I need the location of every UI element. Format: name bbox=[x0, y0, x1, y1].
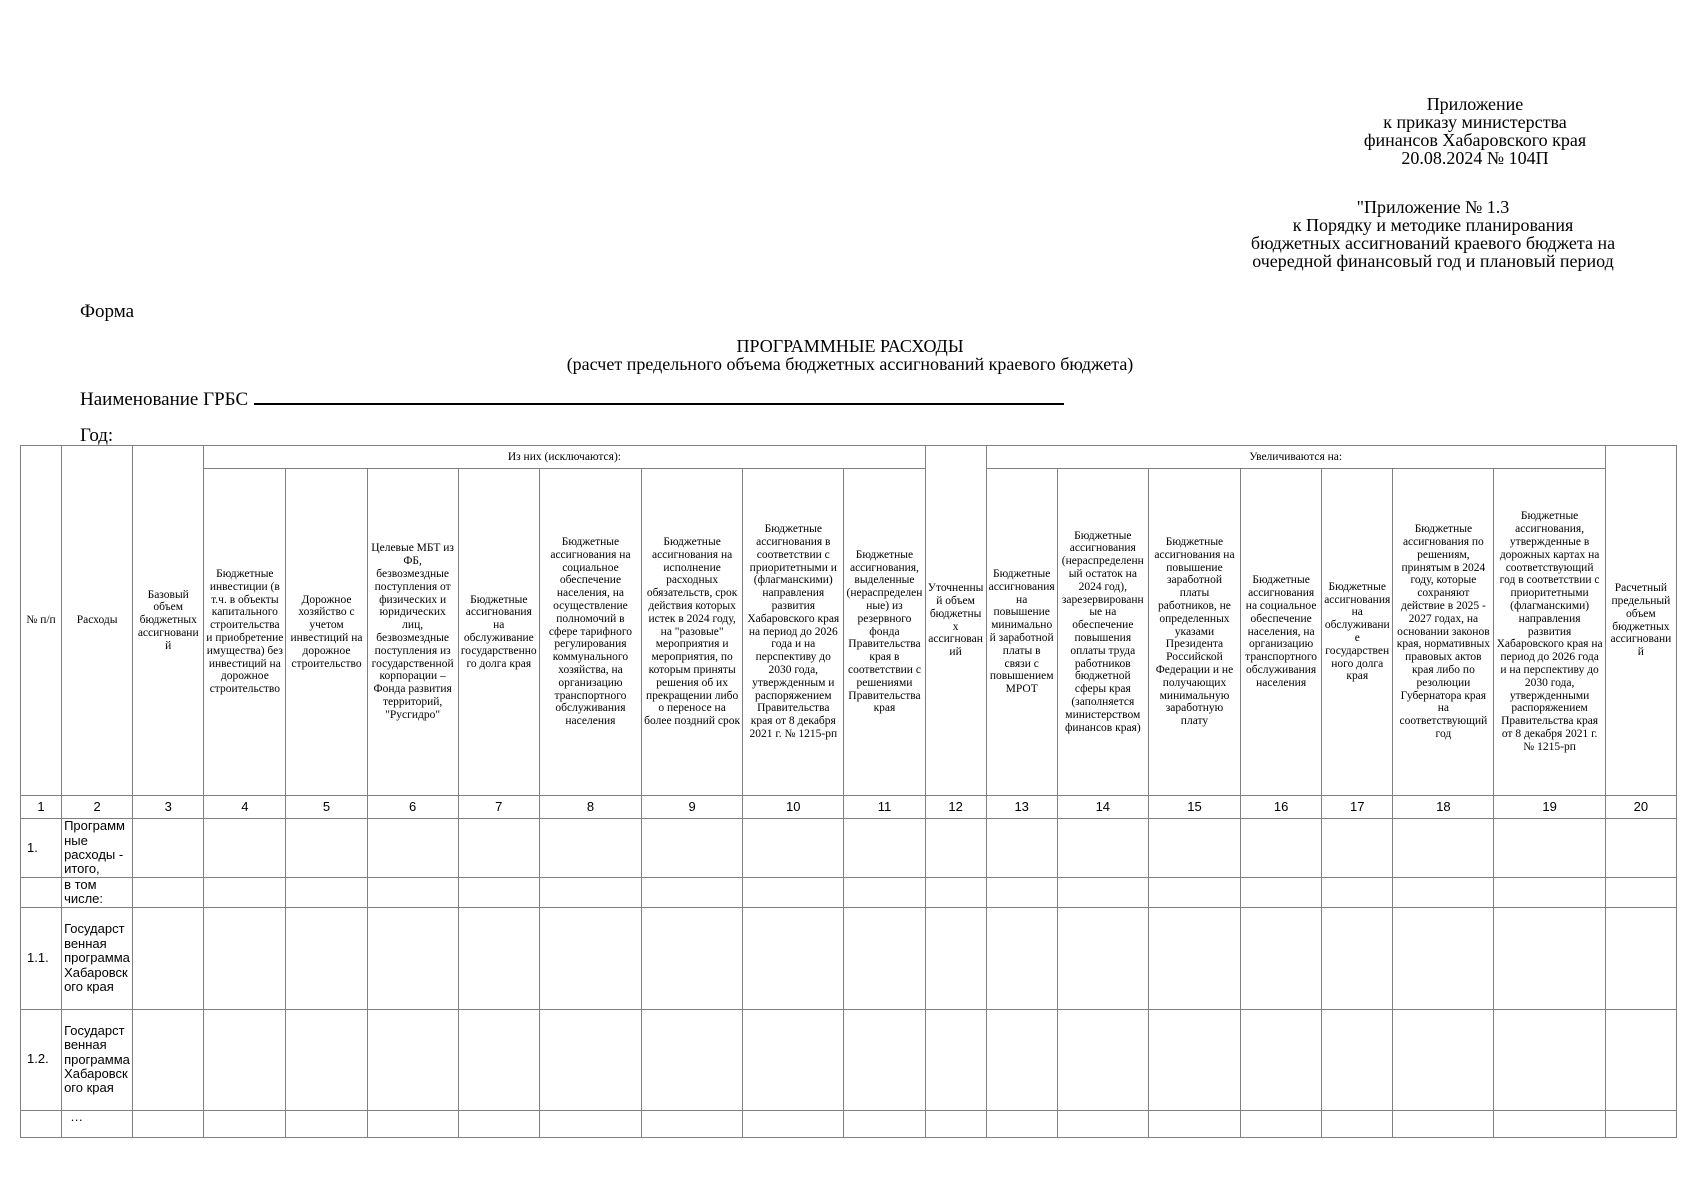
row-number: 1. bbox=[21, 819, 62, 878]
row-number bbox=[21, 878, 62, 908]
table-cell[interactable] bbox=[844, 878, 925, 908]
table-cell[interactable] bbox=[1241, 1009, 1322, 1110]
table-cell[interactable] bbox=[642, 1110, 743, 1137]
column-number: 2 bbox=[62, 796, 133, 819]
table-cell[interactable] bbox=[286, 1110, 367, 1137]
appendix-order-header bbox=[1196, 198, 1670, 270]
table-cell[interactable] bbox=[925, 1110, 986, 1137]
col-header-16: Бюджетные ассигнования на социальное обеспечение населения, на организацию транспортного обслуживания населения bbox=[1241, 469, 1322, 796]
table-cell[interactable] bbox=[1148, 819, 1240, 878]
table-cell[interactable] bbox=[539, 878, 641, 908]
col-header-8: Бюджетные ассигнования на социальное обеспечение населения, на осуществление полномочий в сфере тарифного регулирования коммунального хозяйства, на организацию транспортного обслуживания населения bbox=[539, 469, 641, 796]
table-row bbox=[21, 907, 1677, 1009]
row-label: Государственная программа Хабаровского края bbox=[62, 1009, 133, 1110]
col-header-13: Бюджетные ассигнования на повышение минимальной заработной платы в связи с повышением МРОТ bbox=[986, 469, 1057, 796]
table-cell[interactable] bbox=[1494, 1009, 1605, 1110]
table-cell[interactable] bbox=[844, 819, 925, 878]
table-cell[interactable] bbox=[1393, 1009, 1494, 1110]
table-cell[interactable] bbox=[743, 878, 844, 908]
col-header-6: Целевые МБТ из ФБ, безвозмездные поступления от физических и юридических лиц, безвозмездные поступления из государственной корпорации – Фонда развития территорий, "Русгидро" bbox=[367, 469, 458, 796]
col-header-17: Бюджетные ассигнования на обслуживание государственного долга края bbox=[1322, 469, 1393, 796]
table-cell[interactable] bbox=[1148, 907, 1240, 1009]
row-label: Программные расходы - итого, bbox=[62, 819, 133, 878]
column-number: 12 bbox=[925, 796, 986, 819]
table-cell[interactable] bbox=[286, 819, 367, 878]
table-cell[interactable] bbox=[286, 878, 367, 908]
program-expenses-table bbox=[20, 445, 1677, 1138]
row-number: 1.1. bbox=[21, 907, 62, 1009]
document-subtitle: (расчет предельного объема бюджетных ассигнований краевого бюджета) bbox=[566, 354, 1134, 374]
table-row bbox=[21, 1110, 1677, 1137]
appendix-order-line: бюджетных ассигнований краевого бюджета на bbox=[1250, 233, 1616, 253]
row-label: … bbox=[62, 1110, 133, 1137]
table-cell[interactable] bbox=[204, 878, 286, 908]
column-number: 6 bbox=[367, 796, 458, 819]
table-cell[interactable] bbox=[367, 907, 458, 1009]
table-cell[interactable] bbox=[844, 907, 925, 1009]
table-cell[interactable] bbox=[133, 878, 204, 908]
appendix-line: финансов Хабаровского края bbox=[1363, 130, 1587, 150]
table-cell[interactable] bbox=[925, 907, 986, 1009]
table-cell[interactable] bbox=[1322, 1110, 1393, 1137]
column-number: 7 bbox=[458, 796, 539, 819]
table-cell[interactable] bbox=[925, 819, 986, 878]
column-number: 1 bbox=[21, 796, 62, 819]
table-cell[interactable] bbox=[1241, 907, 1322, 1009]
table-cell[interactable] bbox=[1148, 1009, 1240, 1110]
table-cell[interactable] bbox=[1057, 1110, 1148, 1137]
table-cell[interactable] bbox=[1393, 907, 1494, 1009]
table-cell[interactable] bbox=[367, 1110, 458, 1137]
column-number: 14 bbox=[1057, 796, 1148, 819]
col-header-14: Бюджетные ассигнования (нераспределенный остаток на 2024 год), зарезервированные на обеспечение повышения оплаты труда работников бюджетной сферы края (заполняется министерством финансов края) bbox=[1057, 469, 1148, 796]
table-cell[interactable] bbox=[204, 1110, 286, 1137]
table-cell[interactable] bbox=[986, 1110, 1057, 1137]
table-cell[interactable] bbox=[1057, 819, 1148, 878]
column-number: 19 bbox=[1494, 796, 1605, 819]
table-cell[interactable] bbox=[844, 1009, 925, 1110]
row-label: в том числе: bbox=[62, 878, 133, 908]
table-cell[interactable] bbox=[986, 819, 1057, 878]
group-header-increased: Увеличиваются на: bbox=[986, 446, 1605, 469]
table-cell[interactable] bbox=[539, 907, 641, 1009]
table-cell[interactable] bbox=[458, 1110, 539, 1137]
table-cell[interactable] bbox=[986, 907, 1057, 1009]
table-cell[interactable] bbox=[1241, 878, 1322, 908]
table-cell[interactable] bbox=[1393, 1110, 1494, 1137]
column-number: 5 bbox=[286, 796, 367, 819]
table-cell[interactable] bbox=[1494, 907, 1605, 1009]
column-number: 18 bbox=[1393, 796, 1494, 819]
table-cell[interactable] bbox=[204, 1009, 286, 1110]
table-cell[interactable] bbox=[1605, 1009, 1676, 1110]
col-header-2: Расходы bbox=[62, 446, 133, 796]
col-header-10: Бюджетные ассигнования в соответствии с приоритетными и (флагманскими) направления развития Хабаровского края на период до 2026 года и на перспективу до 2030 года, утвержденным и распоряжением Правительства края от 8 декабря 2021 г. № 1215-рп bbox=[743, 469, 844, 796]
col-header-4: Бюджетные инвестиции (в т.ч. в объекты капитального строительства и приобретение имущества) без инвестиций на дорожное строительство bbox=[204, 469, 286, 796]
col-header-15: Бюджетные ассигнования на повышение заработной платы работников, не определенных указами Президента Российской Федерации и не получающих минимальную заработную плату bbox=[1148, 469, 1240, 796]
table-cell[interactable] bbox=[1605, 1110, 1676, 1137]
column-number: 3 bbox=[133, 796, 204, 819]
table-cell[interactable] bbox=[286, 907, 367, 1009]
table-cell[interactable] bbox=[539, 1009, 641, 1110]
table-cell[interactable] bbox=[458, 1009, 539, 1110]
grbs-underline bbox=[254, 387, 1064, 405]
row-number: 1.2. bbox=[21, 1009, 62, 1110]
table-cell[interactable] bbox=[986, 878, 1057, 908]
table-cell[interactable] bbox=[642, 1009, 743, 1110]
column-number: 8 bbox=[539, 796, 641, 819]
table-cell[interactable] bbox=[539, 819, 641, 878]
column-number: 13 bbox=[986, 796, 1057, 819]
table-cell[interactable] bbox=[1605, 819, 1676, 878]
col-header-7: Бюджетные ассигнования на обслуживание государственного долга края bbox=[458, 469, 539, 796]
table-cell[interactable] bbox=[642, 819, 743, 878]
table-cell[interactable] bbox=[1322, 1009, 1393, 1110]
table-cell[interactable] bbox=[925, 1009, 986, 1110]
table-cell[interactable] bbox=[743, 907, 844, 1009]
table-cell[interactable] bbox=[1322, 878, 1393, 908]
column-number: 10 bbox=[743, 796, 844, 819]
grbs-label: Наименование ГРБС bbox=[80, 389, 249, 410]
col-header-19: Бюджетные ассигнования, утвержденные в дорожных картах на соответствующий год в соответствии с приоритетными (флагманскими) направления развития Хабаровского края на период до 2026 года и на перспективу до 2030 года, утвержденными распоряжением Правительства края от 8 декабря 2021 г. № 1215-рп bbox=[1494, 469, 1605, 796]
table-row bbox=[21, 878, 1677, 908]
table-cell[interactable] bbox=[642, 907, 743, 1009]
table-cell[interactable] bbox=[1494, 819, 1605, 878]
group-header-excluded: Из них (исключаются): bbox=[204, 446, 925, 469]
appendix-header bbox=[1270, 95, 1680, 167]
table-cell[interactable] bbox=[1494, 878, 1605, 908]
table-cell[interactable] bbox=[1241, 1110, 1322, 1137]
table-cell[interactable] bbox=[1057, 878, 1148, 908]
table-cell[interactable] bbox=[1057, 1009, 1148, 1110]
document-title-block bbox=[460, 337, 1240, 373]
table-cell[interactable] bbox=[1148, 1110, 1240, 1137]
table-cell[interactable] bbox=[925, 878, 986, 908]
table-cell[interactable] bbox=[367, 878, 458, 908]
table-cell[interactable] bbox=[1322, 819, 1393, 878]
table-cell[interactable] bbox=[642, 878, 743, 908]
col-header-12: Уточненный объем бюджетных ассигнований bbox=[925, 446, 986, 796]
appendix-order-line: к Порядку и методике планирования bbox=[1292, 215, 1574, 235]
table-cell[interactable] bbox=[204, 819, 286, 878]
table-cell[interactable] bbox=[1393, 878, 1494, 908]
col-header-20: Расчетный предельный объем бюджетных ассигнований bbox=[1605, 446, 1676, 796]
table-cell[interactable] bbox=[1057, 907, 1148, 1009]
table-cell[interactable] bbox=[539, 1110, 641, 1137]
col-header-5: Дорожное хозяйство с учетом инвестиций на дорожное строительство bbox=[286, 469, 367, 796]
row-number bbox=[21, 1110, 62, 1137]
table-cell[interactable] bbox=[844, 1110, 925, 1137]
col-header-9: Бюджетные ассигнования на исполнение расходных обязательств, срок действия которых истек в 2024 году, на "разовые" мероприятия и мероприятия, по которым приняты решения об их прекращении либо о переносе на более поздний срок bbox=[642, 469, 743, 796]
table-cell[interactable] bbox=[458, 907, 539, 1009]
table-cell[interactable] bbox=[133, 819, 204, 878]
table-cell[interactable] bbox=[133, 1110, 204, 1137]
column-number: 11 bbox=[844, 796, 925, 819]
table-cell[interactable] bbox=[743, 1009, 844, 1110]
column-number: 20 bbox=[1605, 796, 1676, 819]
table-cell[interactable] bbox=[367, 819, 458, 878]
table-cell[interactable] bbox=[1322, 907, 1393, 1009]
table-row bbox=[21, 819, 1677, 878]
table-cell[interactable] bbox=[743, 1110, 844, 1137]
table-cell[interactable] bbox=[458, 878, 539, 908]
column-number: 9 bbox=[642, 796, 743, 819]
col-header-3: Базовый объем бюджетных ассигнований bbox=[133, 446, 204, 796]
table-row bbox=[21, 1009, 1677, 1110]
year-label: Год: bbox=[80, 425, 114, 446]
table-cell[interactable] bbox=[286, 1009, 367, 1110]
table-cell[interactable] bbox=[986, 1009, 1057, 1110]
column-number-row bbox=[21, 796, 1677, 819]
appendix-line: к приказу министерства bbox=[1383, 112, 1567, 132]
appendix-order-line: "Приложение № 1.3 bbox=[1356, 197, 1510, 217]
column-number: 16 bbox=[1241, 796, 1322, 819]
grbs-field bbox=[80, 387, 1064, 411]
form-label: Форма bbox=[80, 301, 135, 322]
table-cell[interactable] bbox=[458, 819, 539, 878]
col-header-18: Бюджетные ассигнования по решениям, принятым в 2024 году, которые сохраняют действие в 2025 - 2027 годах, на основании законов края, нормативных правовых актов края либо по резолюции Губернатора края на соответствующий год bbox=[1393, 469, 1494, 796]
table-cell[interactable] bbox=[133, 1009, 204, 1110]
column-number: 17 bbox=[1322, 796, 1393, 819]
table-cell[interactable] bbox=[1393, 819, 1494, 878]
column-number: 15 bbox=[1148, 796, 1240, 819]
table-cell[interactable] bbox=[743, 819, 844, 878]
table-cell[interactable] bbox=[1605, 907, 1676, 1009]
column-number: 4 bbox=[204, 796, 286, 819]
table-cell[interactable] bbox=[1605, 878, 1676, 908]
table-cell[interactable] bbox=[1241, 819, 1322, 878]
row-label: Государственная программа Хабаровского края bbox=[62, 907, 133, 1009]
table-cell[interactable] bbox=[204, 907, 286, 1009]
document-title: ПРОГРАММНЫЕ РАСХОДЫ bbox=[736, 336, 964, 356]
appendix-order-line: очередной финансовый год и плановый период bbox=[1252, 251, 1614, 271]
col-header-1: № п/п bbox=[21, 446, 62, 796]
table-cell[interactable] bbox=[1148, 878, 1240, 908]
table-cell[interactable] bbox=[1494, 1110, 1605, 1137]
col-header-11: Бюджетные ассигнования, выделенные (нераспределенные) из резервного фонда Правительства края в соответствии с решениями Правительства края bbox=[844, 469, 925, 796]
table-cell[interactable] bbox=[367, 1009, 458, 1110]
table-cell[interactable] bbox=[133, 907, 204, 1009]
appendix-line: Приложение bbox=[1426, 94, 1524, 114]
appendix-line: 20.08.2024 № 104П bbox=[1401, 148, 1549, 168]
